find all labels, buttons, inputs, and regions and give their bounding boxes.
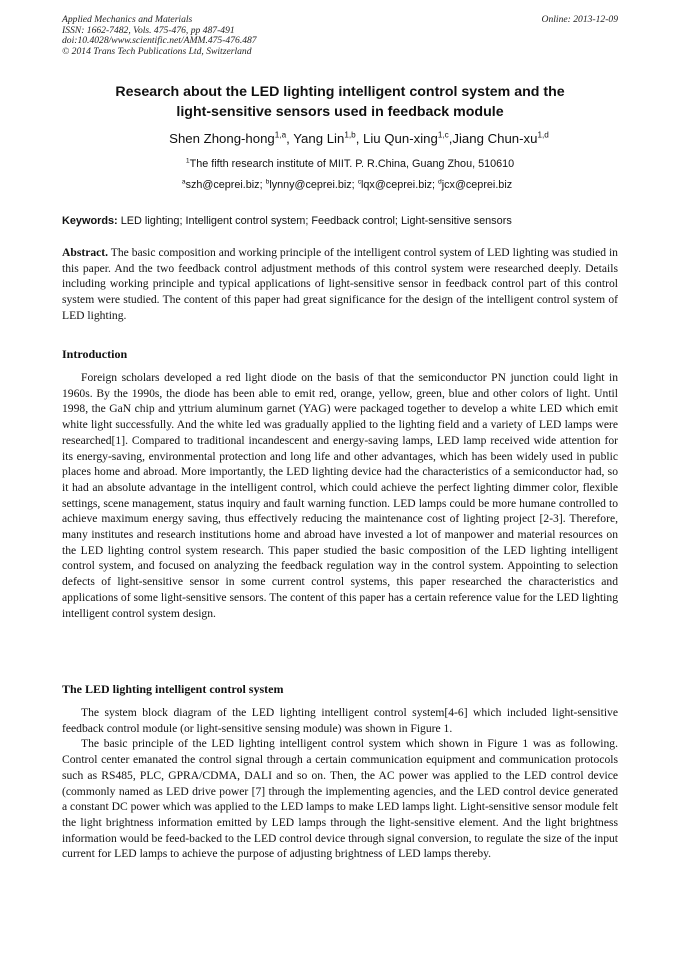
keywords [62,214,618,228]
affiliation-text: The fifth research institute of MIIT. P. R.China, Guang Zhou, 510610 [189,158,515,170]
abstract [62,245,618,324]
affiliation [62,157,618,171]
author-name: Liu Qun-xing [363,131,438,146]
author-separator: , [286,131,294,146]
author-name: Jiang Chun-xu [452,131,538,146]
email-address: szh@ceprei.biz; [185,179,266,191]
title-line-2: light-sensitive sensors used in feedback module [176,104,504,120]
section-heading-introduction: Introduction [62,347,128,361]
author-list [62,130,618,148]
paragraph: The basic principle of the LED lighting intelligent control system which shown in Figure 1 was as following. Control center emanated the control signal through a certain communication equipment and communication protocols such as RS485, PLC, GPRA/CDMA, DALI and so on. Then, the AC power was applied to the LED control device (commonly named as LED drive power [7] through the implementing agencies, and the LED control device generated a constant DC power which was applied to the LED lamps to make LED lamps light. Light-sensitive sensor module felt the light brightness information emitted by LED lamps through the light-sensitive element. And the light brightness information would be feed-backed to the LED control device through signal conversion, to regulate the size of the input current for LED lamps to achieve the purpose of adjusting brightness of LED lamps thereby. [62,737,619,861]
author-affil-mark: 1,b [344,130,356,140]
author-name: Shen Zhong-hong [169,131,275,146]
journal-doi: doi:10.4028/www.scientific.net/AMM.475-476.487 [62,35,257,47]
journal-copyright: © 2014 Trans Tech Publications Ltd, Switzerland [62,45,252,57]
keywords-label: Keywords: [62,215,118,227]
journal-name: Applied Mechanics and Materials [62,14,193,25]
email-mark: c [357,178,362,186]
paper-title [62,82,618,122]
journal-header [62,15,618,57]
introduction-paragraph: Foreign scholars developed a red light diode on the basis of that the semiconductor PN junction could light in 1960s. By the 1990s, the diode has been able to emit red, orange, yellow, green, blue and other colors of light. Until 1998, the GaN chip and yttrium aluminum garnet (YAG) were packaged together to develop a white LED which emit white light successfully. And the white led was gradually applied to the lighting field and a variety of LED lamps were researched[1]. Compared to traditional incandescent and energy-saving lamps, LED lamp received wide attention for its energy-saving, environmental protection and long life and other advantages, which has been widely used in public places home and abroad. More importantly, the LED lighting device had the characteristics of a semiconductor had, so it had an absolute advantage in the intelligent control, which could achieve the perfect lighting dimmer color, flexible settings, scene management, status inquiry and fault warning function. LED lamps could be more humane controlled to achieve maximum energy saving, thus effectively reducing the maintenance cost of lighting project [2-3]. Therefore, many institutes and research institutions home and abroad have invested a lot of manpower and material resources on the LED lighting control system research. This paper studied the basic composition of the LED lighting intelligent control system, and focused on analyzing the feedback regulation way in the control system. Appointing to selection defects of light-sensitive sensor in some current control systems, this paper researched the characteristics and applications of some light-sensitive sensors. The content of this paper has a certain reference value for the LED lighting intelligent control system design. [62,371,618,620]
email-mark: a [181,178,186,186]
paragraph: The system block diagram of the LED lighting intelligent control system[4-6] which included light-sensitive feedback control module (or light-sensitive sensing module) was shown in Figure 1. [62,706,618,735]
online-date: Online: 2013-12-09 [541,14,618,25]
email-mark: d [438,178,442,186]
author-separator: , [448,131,453,146]
email-list [62,178,618,192]
email-address: lynny@ceprei.biz; [269,179,358,191]
abstract-label: Abstract. [62,246,109,259]
abstract-text: The basic composition and working principle of the intelligent control system of LED lighting was studied in this paper. And the two feedback control adjustment methods of this control system were researched deeply. Details including working principle and typical applications of light-sensitive sensor in feedback control part of this control system were studied. The content of this paper had great significance for the design of the intelligent control system of LED lighting. [62,246,618,322]
email-address: lqx@ceprei.biz; [361,179,439,191]
control-system-section [62,705,618,862]
author-name: Yang Lin [293,131,345,146]
author-affil-mark: 1,a [274,130,287,140]
email-address: jcx@ceprei.biz [441,179,513,191]
keywords-text: LED lighting; Intelligent control system; Feedback control; Light-sensitive sensors [120,215,512,227]
journal-issn: ISSN: 1662-7482, Vols. 475-476, pp 487-491 [62,24,235,36]
affiliation-mark: 1 [185,157,190,165]
author-affil-mark: 1,d [537,130,549,140]
section-heading-control-system: The LED lighting intelligent control system [62,682,284,696]
author-affil-mark: 1,c [437,130,449,140]
title-line-1: Research about the LED lighting intelligent control system and the [115,84,565,100]
email-mark: b [265,178,270,186]
author-separator: , [355,131,364,146]
